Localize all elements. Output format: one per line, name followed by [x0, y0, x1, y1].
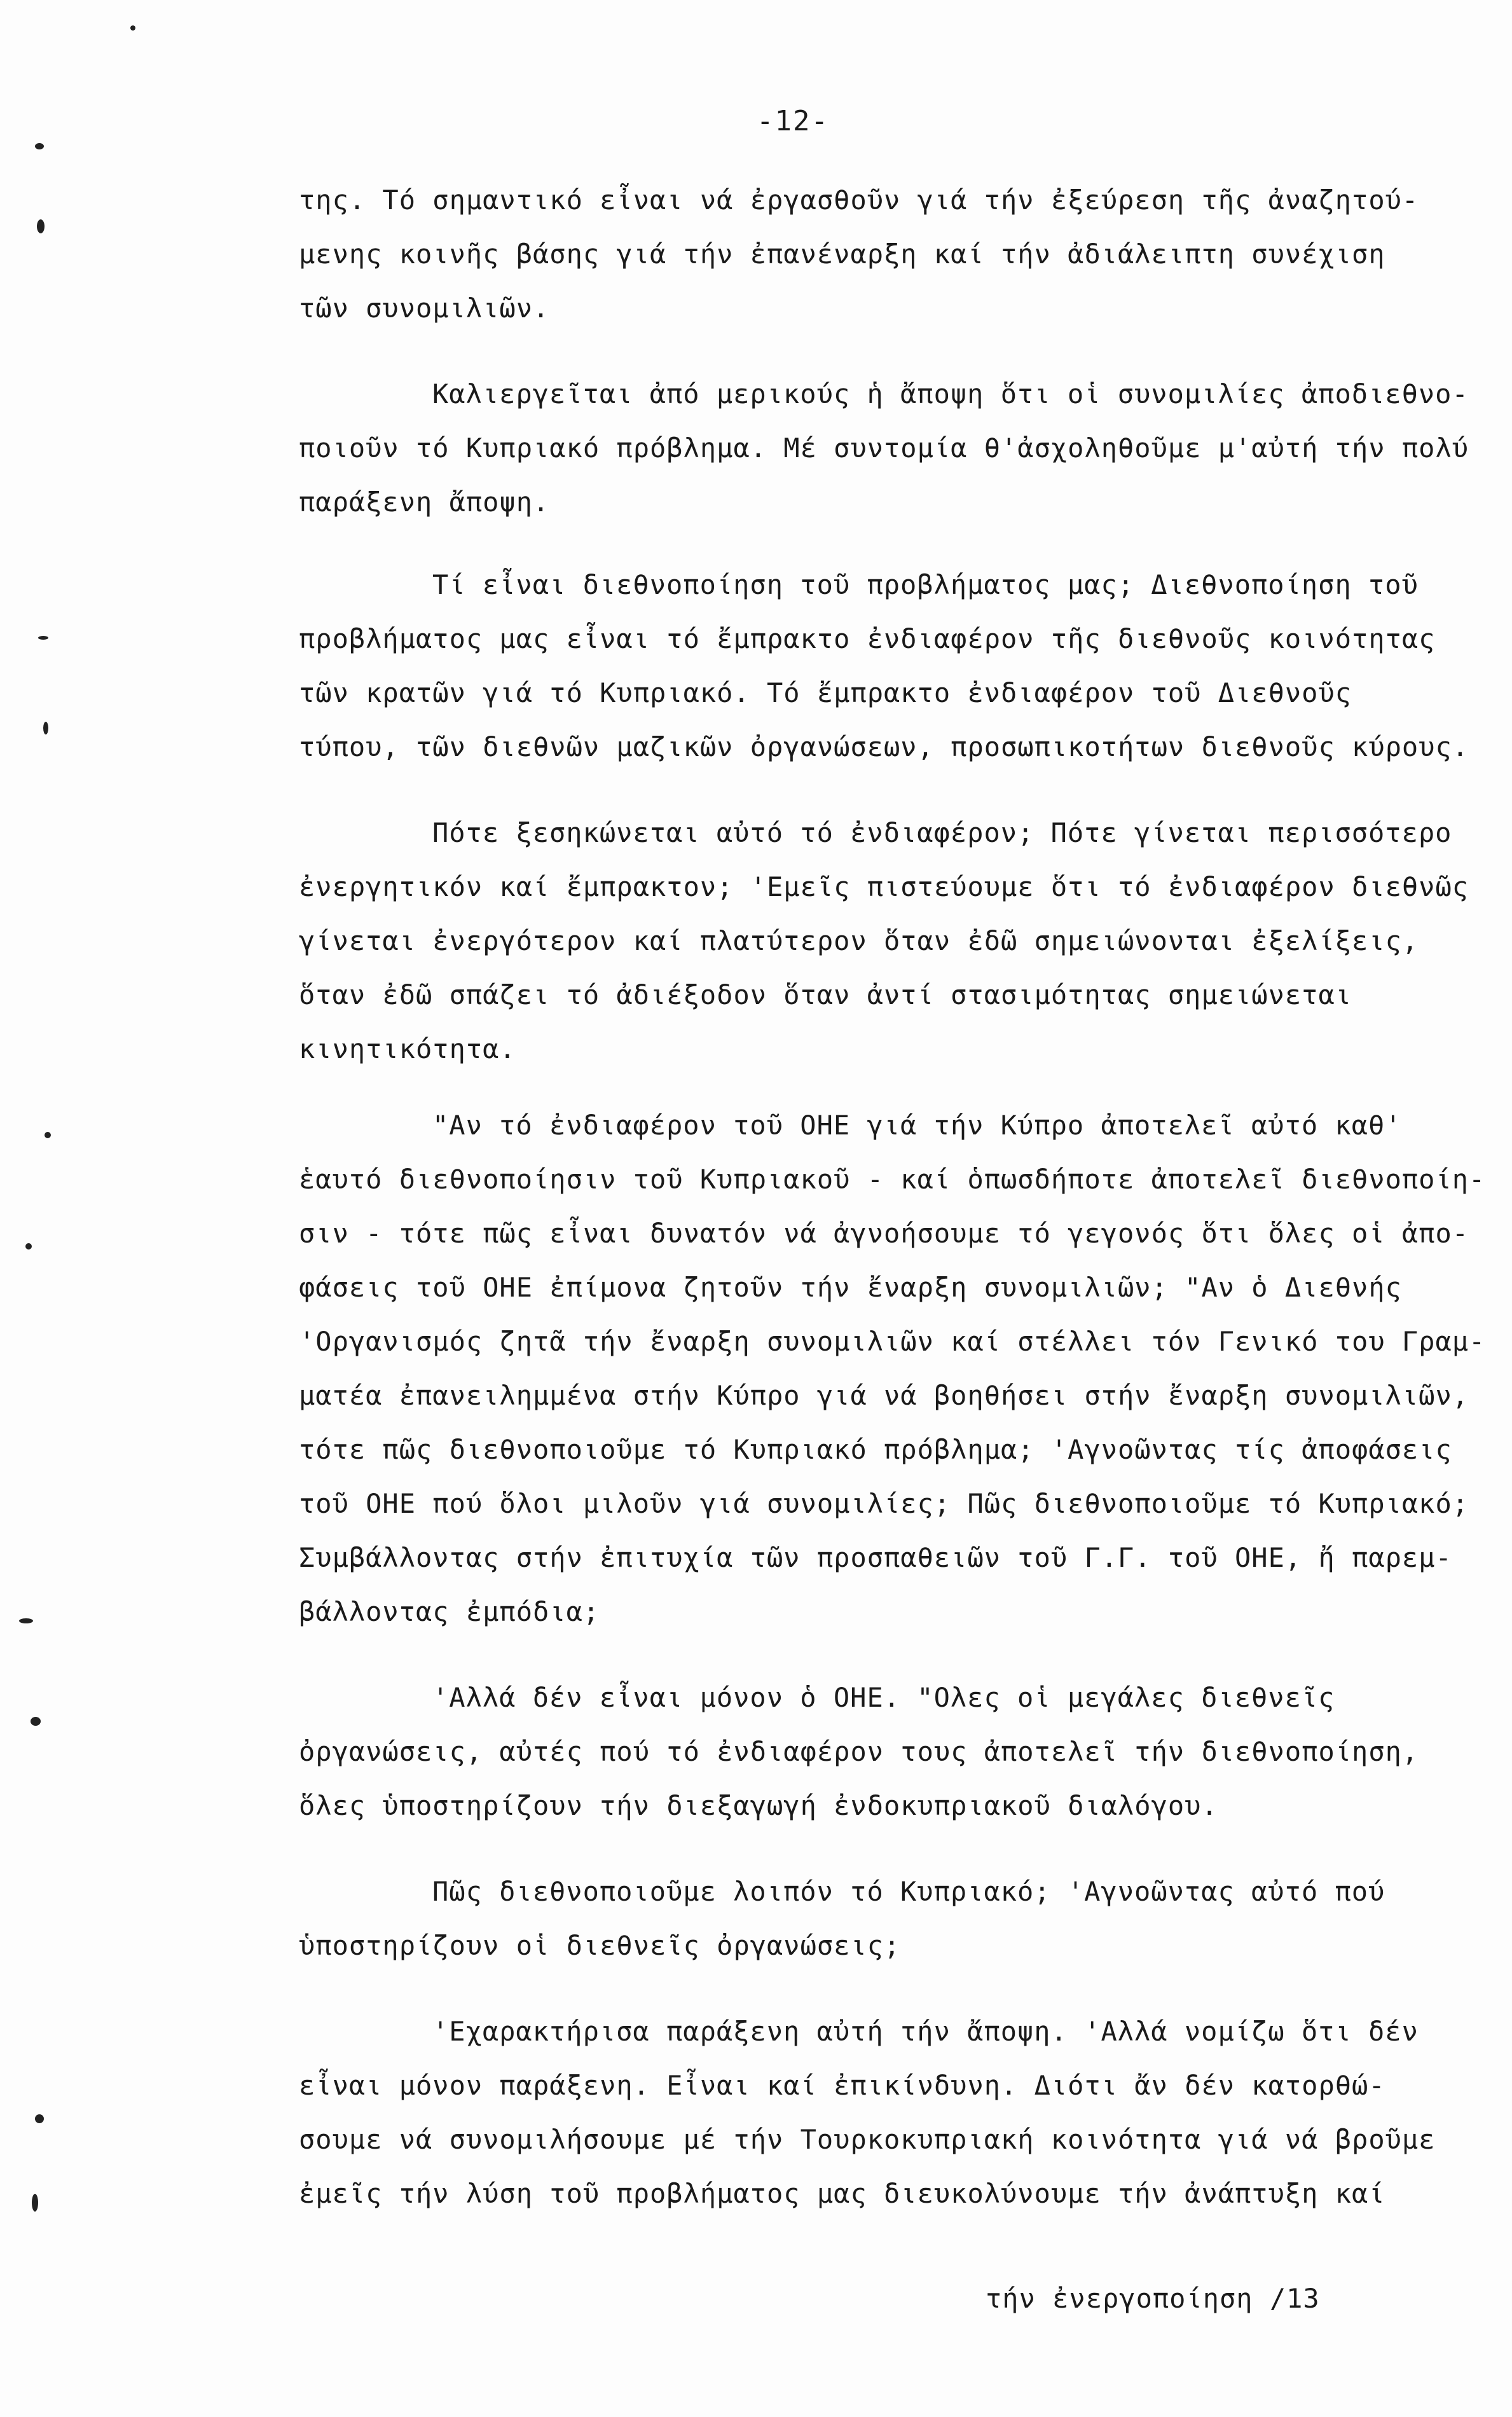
scan-speck [130, 25, 135, 31]
text-line: ποιοῦν τό Κυπριακό πρόβλημα. Μέ συντομία θ'ἀσχοληθοῦμε μ'αὐτή τήν πολύ [299, 432, 1469, 464]
text-line: Συμβάλλοντας στήν ἐπιτυχία τῶν προσπαθειῶν τοῦ Γ.Γ. τοῦ ΟΗΕ, ἤ παρεμ- [299, 1542, 1452, 1573]
scan-speck [45, 1132, 51, 1138]
scan-speck [32, 2194, 38, 2212]
text-line: εἶναι μόνον παράξενη. Εἶναι καί ἐπικίνδυνη. Διότι ἄν δέν κατορθώ- [299, 2070, 1385, 2101]
scan-speck [43, 722, 48, 734]
scan-speck [35, 2114, 44, 2123]
text-line: σουμε νά συνομιλήσουμε μέ τήν Τουρκοκυπριακή κοινότητα γιά νά βροῦμε [299, 2124, 1436, 2155]
text-line: τῶν συνομιλιῶν. [299, 293, 550, 324]
text-line: Καλιεργεῖται ἀπό μερικούς ἡ ἄποψη ὅτι οἱ συνομιλίες ἀποδιεθνο- [432, 378, 1469, 410]
text-line: παράξενη ἄποψη. [299, 486, 550, 518]
page-number: -12- [757, 105, 829, 137]
scan-speck [37, 219, 45, 233]
text-line: ἑαυτό διεθνοποίησιν τοῦ Κυπριακοῦ - καί ὁπωσδήποτε ἀποτελεῖ διεθνοποίη- [299, 1164, 1486, 1195]
text-line: 'Αλλά δέν εἶναι μόνον ὁ ΟΗΕ. "Ολες οἱ μεγάλες διεθνεῖς [432, 1682, 1335, 1713]
scan-speck [31, 1717, 41, 1726]
text-line: τότε πῶς διεθνοποιοῦμε τό Κυπριακό πρόβλημα; 'Αγνοῶντας τίς ἀποφάσεις [299, 1434, 1452, 1465]
text-line: γίνεται ἐνεργότερον καί πλατύτερον ὅταν ἐδῶ σημειώνονται ἐξελίξεις, [299, 925, 1419, 956]
text-line: μενης κοινῆς βάσης γιά τήν ἐπανέναρξη καί τήν ἀδιάλειπτη συνέχιση [299, 238, 1385, 270]
scan-speck [25, 1243, 32, 1250]
text-line: ὅταν ἐδῶ σπάζει τό ἀδιέξοδον ὅταν ἀντί στασιμότητας σημειώνεται [299, 979, 1352, 1010]
text-line: τύπου, τῶν διεθνῶν μαζικῶν ὀργανώσεων, προσωπικοτήτων διεθνοῦς κύρους. [299, 731, 1469, 762]
text-line: ὅλες ὑποστηρίζουν τήν διεξαγωγή ἐνδοκυπριακοῦ διαλόγου. [299, 1790, 1218, 1821]
text-line: σιν - τότε πῶς εἶναι δυνατόν νά ἀγνοήσουμε τό γεγονός ὅτι ὅλες οἱ ἀπο- [299, 1218, 1469, 1249]
continuation-catchword: τήν ἐνεργοποίηση /13 [986, 2283, 1320, 2314]
text-line: Τί εἶναι διεθνοποίηση τοῦ προβλήματος μας; Διεθνοποίηση τοῦ [432, 569, 1419, 600]
scan-speck [38, 636, 48, 640]
text-line: ἐμεῖς τήν λύση τοῦ προβλήματος μας διευκολύνουμε τήν ἀνάπτυξη καί [299, 2178, 1385, 2209]
text-line: 'Εχαρακτήρισα παράξενη αὐτή τήν ἄποψη. 'Αλλά νομίζω ὅτι δέν [432, 2016, 1419, 2047]
text-line: προβλήματος μας εἶναι τό ἔμπρακτο ἐνδιαφέρον τῆς διεθνοῦς κοινότητας [299, 623, 1436, 654]
text-line: ἐνεργητικόν καί ἔμπρακτον; 'Εμεῖς πιστεύουμε ὅτι τό ἐνδιαφέρον διεθνῶς [299, 871, 1469, 902]
text-line: ματέα ἐπανειλημμένα στήν Κύπρο γιά νά βοηθήσει στήν ἔναρξη συνομιλιῶν, [299, 1380, 1469, 1411]
text-line: τῶν κρατῶν γιά τό Κυπριακό. Τό ἔμπρακτο ἐνδιαφέρον τοῦ Διεθνοῦς [299, 677, 1352, 708]
text-line: τοῦ ΟΗΕ πού ὅλοι μιλοῦν γιά συνομιλίες; Πῶς διεθνοποιοῦμε τό Κυπριακό; [299, 1488, 1469, 1519]
scan-speck [35, 143, 44, 149]
text-line: κινητικότητα. [299, 1033, 516, 1064]
text-line: φάσεις τοῦ ΟΗΕ ἐπίμονα ζητοῦν τήν ἔναρξη συνομιλιῶν; "Αν ὁ Διεθνής [299, 1272, 1402, 1303]
text-line: "Αν τό ἐνδιαφέρον τοῦ ΟΗΕ γιά τήν Κύπρο ἀποτελεῖ αὐτό καθ' [432, 1110, 1402, 1141]
text-line: Πότε ξεσηκώνεται αὐτό τό ἐνδιαφέρον; Πότε γίνεται περισσότερο [432, 817, 1452, 848]
text-line: βάλλοντας ἐμπόδια; [299, 1596, 600, 1627]
text-line: ὑποστηρίζουν οἱ διεθνεῖς ὀργανώσεις; [299, 1930, 901, 1961]
text-line: Πῶς διεθνοποιοῦμε λοιπόν τό Κυπριακό; 'Αγνοῶντας αὐτό πού [432, 1876, 1385, 1907]
text-line: ὀργανώσεις, αὐτές πού τό ἐνδιαφέρον τους ἀποτελεῖ τήν διεθνοποίηση, [299, 1736, 1419, 1767]
scan-speck [19, 1618, 33, 1623]
text-line: 'Οργανισμός ζητᾶ τήν ἔναρξη συνομιλιῶν καί στέλλει τόν Γενικό του Γραμ- [299, 1326, 1486, 1357]
text-line: της. Τό σημαντικό εἶναι νά ἐργασθοῦν γιά τήν ἐξεύρεση τῆς ἀναζητού- [299, 184, 1419, 216]
